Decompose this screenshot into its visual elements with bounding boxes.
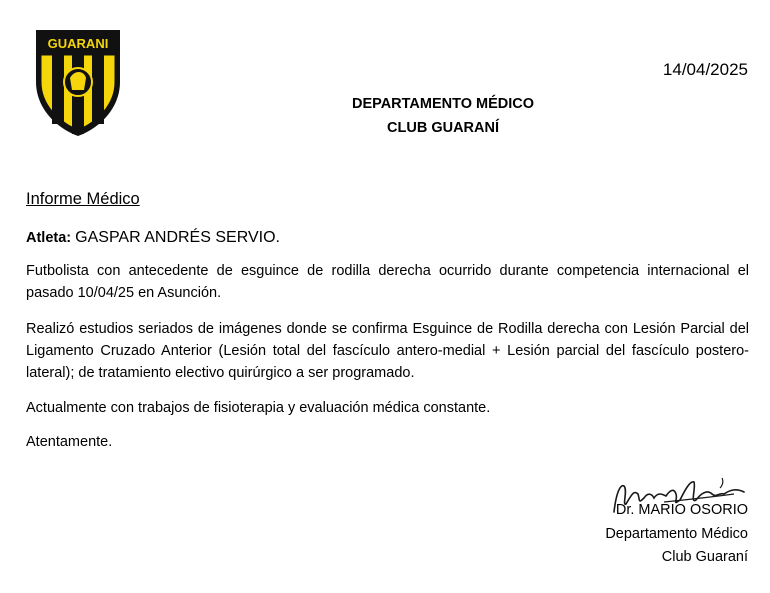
athlete-line	[26, 227, 749, 249]
paragraph-treatment: Actualmente con trabajos de fisioterapia y evaluación médica constante.	[26, 400, 491, 416]
signer-name: Dr. MARIO OSORIO	[615, 502, 748, 518]
paragraph-diagnosis: Realizó estudios seriados de imágenes donde se confirma Esguince de Rodilla derecha con Lesión Parcial del Ligamento Cruzado Anterior (Lesión total del fascículo antero-medial + Lesión parcial del fascículo postero-lateral); de tratamiento electivo quirúrgico a ser programado.	[26, 321, 749, 381]
header-club: CLUB GUARANÍ	[387, 120, 499, 136]
signer-club: Club Guaraní	[661, 549, 748, 565]
header-department: DEPARTAMENTO MÉDICO	[351, 96, 535, 112]
document-date: 14/04/2025	[662, 60, 748, 79]
crest-text: GUARANI	[47, 36, 109, 51]
athlete-name: GASPAR ANDRÉS SERVIO.	[75, 229, 280, 246]
signer-department: Departamento Médico	[605, 526, 748, 542]
report-title: Informe Médico	[26, 190, 140, 208]
paragraph-history: Futbolista con antecedente de esguince de rodilla derecha ocurrido durante competencia internacional el pasado 10/04/25 en Asunción.	[26, 263, 749, 301]
closing-text: Atentamente.	[26, 434, 113, 450]
athlete-label: Atleta:	[26, 230, 72, 246]
